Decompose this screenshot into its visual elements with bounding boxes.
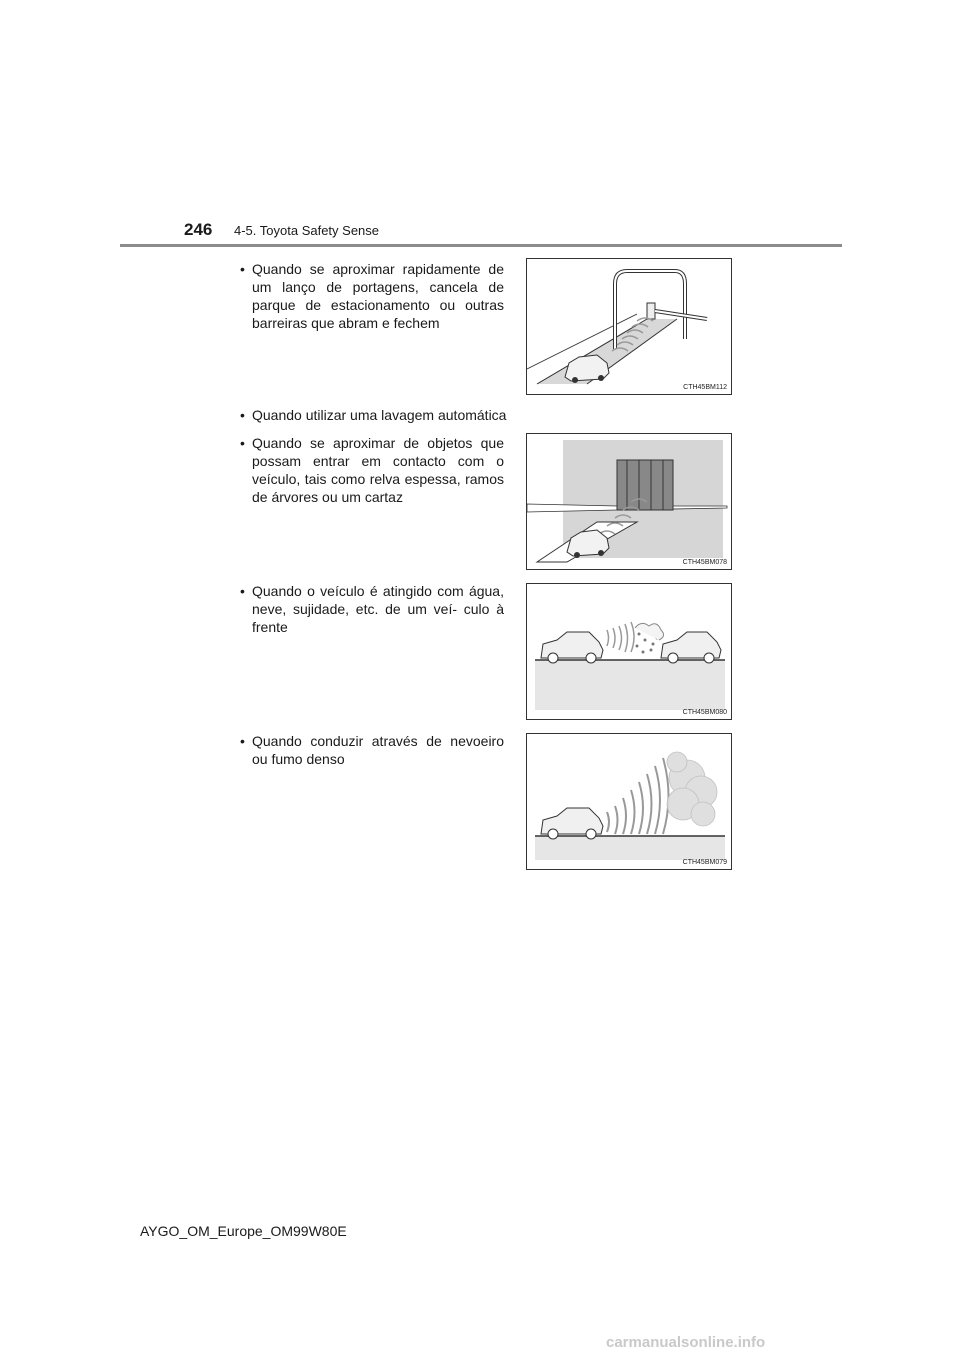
figure-code: CTH45BM080 bbox=[682, 709, 727, 716]
document-id: AYGO_OM_Europe_OM99W80E bbox=[140, 1223, 347, 1239]
list-item-text: Quando se aproximar rapidamente de um lanço de portagens, cancela de parque de estacionamento ou outras barreiras que abram e fechem bbox=[252, 261, 504, 331]
list-item-text: Quando se aproximar de objetos que possam entrar em contacto com o veículo, tais como relva espessa, ramos de árvores ou um cartaz bbox=[252, 435, 504, 505]
figure-car-wash bbox=[526, 433, 732, 570]
list-item bbox=[240, 434, 504, 506]
car-in-fog-illustration bbox=[527, 734, 732, 870]
bullet: • bbox=[240, 407, 245, 423]
list-item bbox=[240, 732, 504, 768]
car-approaching-car-wash-illustration bbox=[527, 434, 732, 570]
list-item-text: Quando utilizar uma lavagem automática bbox=[252, 407, 507, 423]
bullet: • bbox=[240, 261, 245, 277]
figure-code: CTH45BM079 bbox=[682, 859, 727, 866]
car-spray-from-vehicle-ahead-illustration bbox=[527, 584, 732, 720]
figure-barrier bbox=[526, 258, 732, 395]
bullet: • bbox=[240, 733, 245, 749]
watermark: carmanualsonline.info bbox=[606, 1334, 766, 1351]
figure-spray bbox=[526, 583, 732, 720]
page-number: 246 bbox=[184, 220, 213, 239]
list-item bbox=[240, 260, 504, 332]
list-item-text: Quando conduzir através de nevoeiro ou fumo denso bbox=[252, 733, 504, 767]
header-divider bbox=[120, 244, 842, 247]
car-approaching-barrier-illustration bbox=[527, 259, 732, 395]
bullet: • bbox=[240, 435, 245, 451]
figure-code: CTH45BM112 bbox=[683, 384, 727, 391]
list-item bbox=[240, 406, 570, 424]
section-title: 4-5. Toyota Safety Sense bbox=[234, 223, 380, 238]
list-item bbox=[240, 582, 504, 636]
list-item-text: Quando o veículo é atingido com água, neve, sujidade, etc. de um veí- culo à frente bbox=[252, 583, 504, 635]
figure-code: CTH45BM078 bbox=[682, 559, 727, 566]
figure-fog bbox=[526, 733, 732, 870]
bullet: • bbox=[240, 583, 245, 599]
